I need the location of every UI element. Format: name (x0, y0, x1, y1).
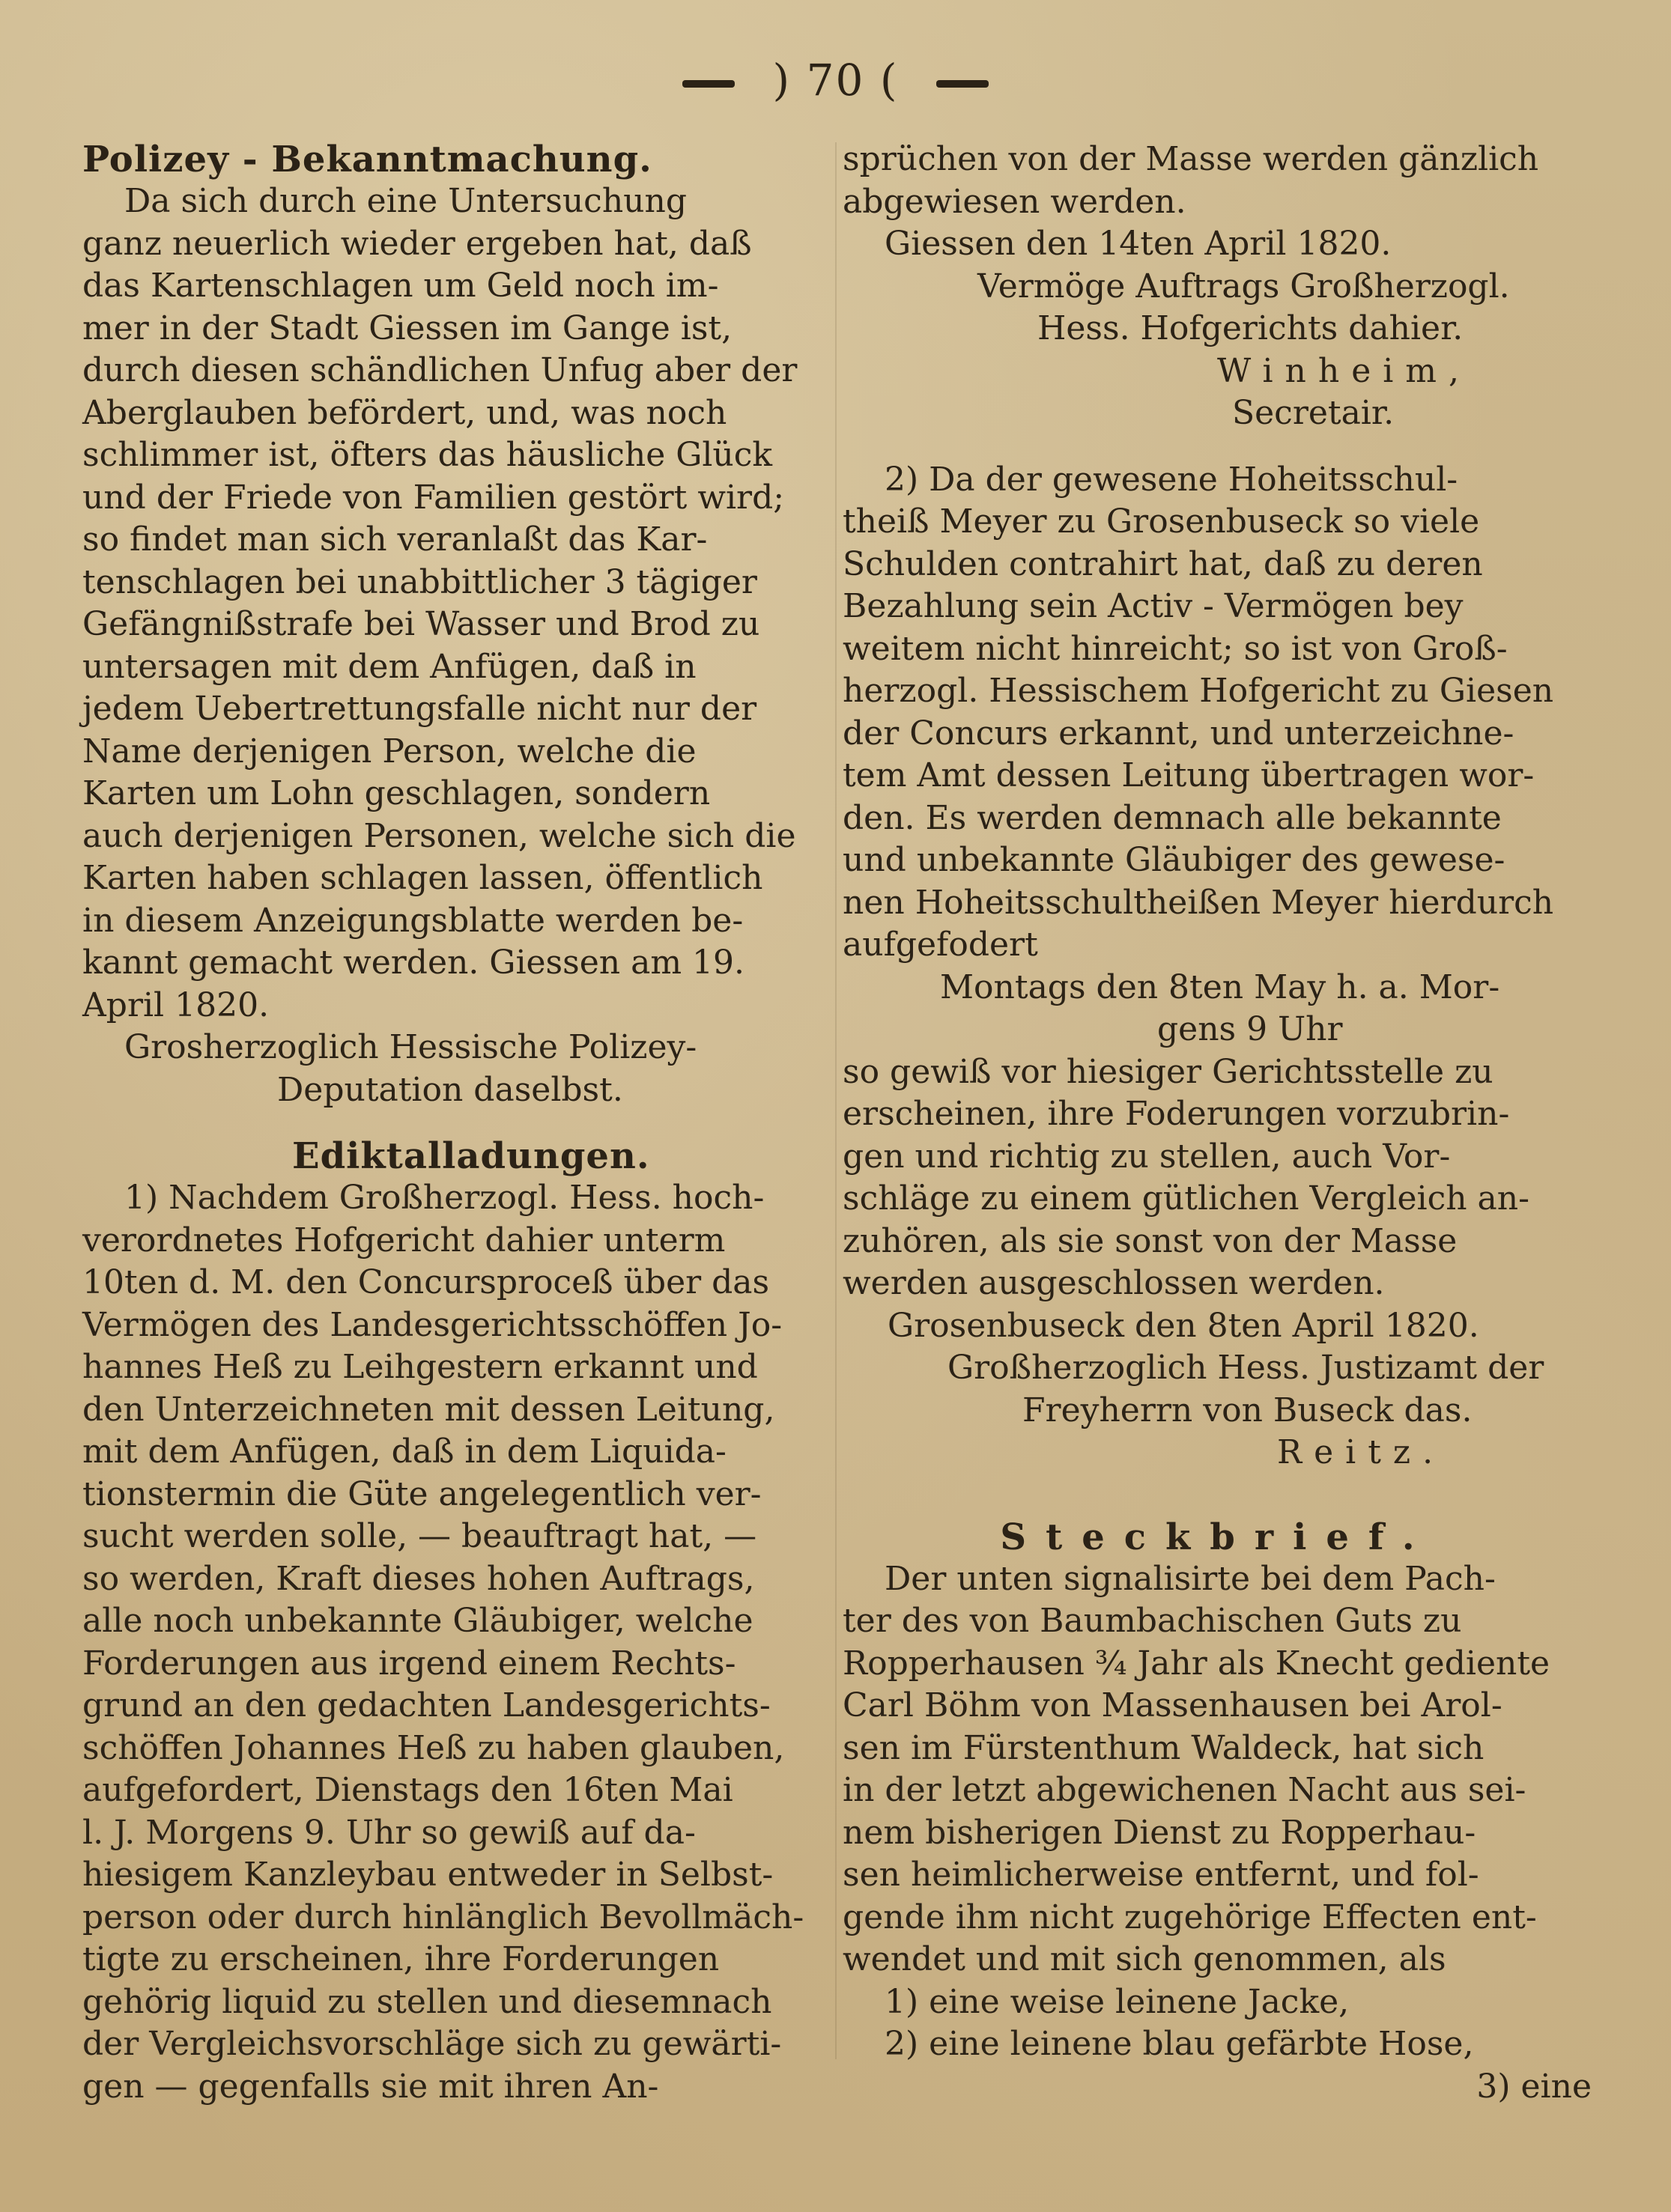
text-line: und der Friede von Familien gestört wird; (82, 478, 785, 517)
steckbrief-items (843, 1981, 1592, 2066)
text-line: Bezahlung sein Activ - Vermögen bey (843, 587, 1464, 625)
authority-line: Vermöge Auftrags Großherzogl. (977, 267, 1510, 306)
list-item: 2) eine leinene blau gefärbte Hose, (885, 2025, 1474, 2063)
item2-body (843, 459, 1592, 967)
text-line: hiesigem Kanzleybau entweder in Selbst- (82, 1856, 774, 1894)
text-line: person oder durch hinlänglich Bevollmäch- (82, 1897, 804, 1936)
text-line: tenschlagen bei unabbittlicher 3 tägiger (82, 562, 757, 601)
text-line: zuhören, als sie sonst von der Masse (843, 1221, 1458, 1260)
left-column (82, 139, 846, 2108)
date-line: Giessen den 14ten April 1820. (885, 225, 1392, 263)
text-line: abgewiesen werden. (843, 182, 1186, 221)
text-line: Der unten signalisirte bei dem Pach- (885, 1559, 1496, 1598)
text-line: durch diesen schändlichen Unfug aber der (82, 351, 798, 389)
page-header (0, 46, 1671, 114)
text-line: mer in der Stadt Giessen im Gange ist, (82, 309, 733, 347)
text-line: und unbekannte Gläubiger des gewese- (843, 841, 1505, 879)
right-column (843, 139, 1592, 2108)
text-line: nem bisherigen Dienst zu Ropperhau- (843, 1813, 1476, 1852)
polizey-body (82, 180, 846, 1027)
term-line: Montags den 8ten May h. a. Mor- (940, 967, 1500, 1006)
page-number: ) 70 ( (772, 55, 899, 106)
text-line: verordnetes Hofgericht dahier unterm (82, 1221, 726, 1260)
header-dash-left (682, 80, 735, 88)
text-line: den Unterzeichneten mit dessen Leitung, (82, 1390, 775, 1429)
ediktal-body (82, 1177, 846, 2108)
text-line: wendet und mit sich genommen, als (843, 1940, 1446, 1978)
text-line: weitem nicht hinreicht; so ist von Groß- (843, 629, 1508, 668)
section-gap (82, 1111, 846, 1135)
text-line: untersagen mit dem Anfügen, daß in (82, 647, 697, 686)
date-line: Grosenbuseck den 8ten April 1820. (888, 1306, 1479, 1345)
text-line: alle noch unbekannte Gläubiger, welche (82, 1602, 753, 1640)
text-line: nen Hoheitsschultheißen Meyer hierdurch (843, 883, 1554, 922)
text-line: Forderungen aus irgend einem Rechts- (82, 1644, 736, 1683)
text-line: werden ausgeschlossen werden. (843, 1264, 1385, 1302)
text-line: Schulden contrahirt hat, daß zu deren (843, 544, 1483, 583)
signature-line: Grosherzoglich Hessische Polizey- (124, 1028, 697, 1066)
steckbrief-heading: Steckbrief. (1000, 1516, 1434, 1558)
text-line: 10ten d. M. den Concursproceß über das (82, 1263, 770, 1301)
text-line: 2) Da der gewesene Hoheitsschul- (885, 460, 1458, 499)
text-line: hannes Heß zu Leihgestern erkannt und (82, 1348, 758, 1386)
text-line: gende ihm nicht zugehörige Effecten ent- (843, 1897, 1537, 1936)
text-line: kannt gemacht werden. Giessen am 19. (82, 944, 744, 982)
text-line: erscheinen, ihre Foderungen vorzubrin- (843, 1095, 1510, 1133)
authority-line: Freyherrn von Buseck das. (1022, 1391, 1473, 1429)
section-gap (843, 1474, 1592, 1516)
list-item: 1) eine weise leinene Jacke, (885, 1982, 1350, 2021)
steckbrief-body (843, 1558, 1592, 1981)
text-line: tionstermin die Güte angelegentlich ver- (82, 1474, 762, 1513)
text-line: der Concurs erkannt, und unterzeichne- (843, 714, 1514, 753)
text-line: in diesem Anzeigungsblatte werden be- (82, 901, 744, 940)
text-line: sen heimlicherweise entfernt, und fol- (843, 1856, 1479, 1894)
signature-name: Reitz. (1277, 1433, 1446, 1471)
text-line: l. J. Morgens 9. Uhr so gewiß auf da- (82, 1813, 696, 1852)
text-line: tem Amt dessen Leitung übertragen wor- (843, 756, 1535, 794)
signature-title: Secretair. (1232, 394, 1395, 432)
text-line: sucht werden solle, — beauftragt hat, — (82, 1517, 757, 1555)
text-line: Ropperhausen ¾ Jahr als Knecht gediente (843, 1644, 1550, 1683)
text-line: Aberglauben befördert, und, was noch (82, 393, 727, 432)
text-line: gen und richtig zu stellen, auch Vor- (843, 1137, 1451, 1176)
text-line: so werden, Kraft dieses hohen Auftrags, (82, 1559, 755, 1598)
header-dash-right (936, 80, 989, 88)
authority-line: Hess. Hofgerichts dahier. (1037, 309, 1464, 347)
text-line: Vermögen des Landesgerichtsschöffen Jo- (82, 1305, 783, 1344)
signature-line: Deputation daselbst. (277, 1070, 623, 1109)
text-line: mit dem Anfügen, daß in dem Liquida- (82, 1432, 727, 1471)
polizey-heading: Polizey - Bekanntmachung. (82, 139, 652, 180)
text-line: in der letzt abgewichenen Nacht aus sei- (843, 1771, 1526, 1809)
text-line: sen im Fürstenthum Waldeck, hat sich (843, 1728, 1485, 1767)
text-line: grund an den gedachten Landesgerichts- (82, 1686, 771, 1725)
text-line: das Kartenschlagen um Geld noch im- (82, 267, 719, 305)
text-line: ter des von Baumbachischen Guts zu (843, 1602, 1462, 1640)
text-line: jedem Uebertrettungsfalle nicht nur der (82, 690, 757, 728)
text-line: April 1820. (82, 985, 270, 1024)
text-line: aufgefordert, Dienstags den 16ten Mai (82, 1771, 733, 1809)
text-line: der Vergleichsvorschläge sich zu gewärti- (82, 2025, 782, 2063)
text-line: gen — gegenfalls sie mit ihren An- (82, 2067, 659, 2106)
text-line: aufgefodert (843, 926, 1038, 964)
catchword: 3) eine (1476, 2067, 1592, 2106)
text-line: auch derjenigen Personen, welche sich die (82, 816, 796, 855)
polizey-signature (82, 1027, 846, 1111)
text-line: Carl Böhm von Massenhausen bei Arol- (843, 1686, 1502, 1725)
text-line: gehörig liquid zu stellen und diesemnach (82, 1982, 772, 2021)
text-line: schlimmer ist, öfters das häusliche Glück (82, 436, 773, 474)
text-line: 1) Nachdem Großherzogl. Hess. hoch- (124, 1179, 765, 1217)
text-line: so gewiß vor hiesiger Gerichtsstelle zu (843, 1052, 1493, 1091)
text-line: schläge zu einem gütlichen Vergleich an- (843, 1179, 1529, 1218)
item2-continuation (843, 1051, 1592, 1305)
section-gap (843, 435, 1592, 459)
text-line: den. Es werden demnach alle bekannte (843, 798, 1502, 837)
text-line: Karten um Lohn geschlagen, sondern (82, 774, 711, 812)
text-line: Da sich durch eine Untersuchung (124, 182, 688, 220)
text-line: sprüchen von der Masse werden gänzlich (843, 140, 1539, 178)
text-line: herzogl. Hessischem Hofgericht zu Giesen (843, 672, 1554, 710)
term-line: gens 9 Uhr (1157, 1010, 1343, 1048)
text-line: tigte zu erscheinen, ihre Forderungen (82, 1940, 720, 1978)
text-line: Name derjenigen Person, welche die (82, 732, 697, 771)
text-line: schöffen Johannes Heß zu haben glauben, (82, 1728, 785, 1767)
text-line: so findet man sich veranlaßt das Kar- (82, 520, 708, 559)
authority-line: Großherzoglich Hess. Justizamt der (947, 1349, 1544, 1387)
text-line: Karten haben schlagen lassen, öffentlich (82, 859, 763, 897)
text-line: theiß Meyer zu Grosenbuseck so viele (843, 502, 1480, 541)
ediktal-heading: Ediktalladungen. (292, 1135, 650, 1177)
text-line: ganz neuerlich wieder ergeben hat, daß (82, 224, 752, 263)
signature-name: Winheim, (1217, 351, 1472, 390)
text-line: Gefängnißstrafe bei Wasser und Brod zu (82, 605, 760, 643)
